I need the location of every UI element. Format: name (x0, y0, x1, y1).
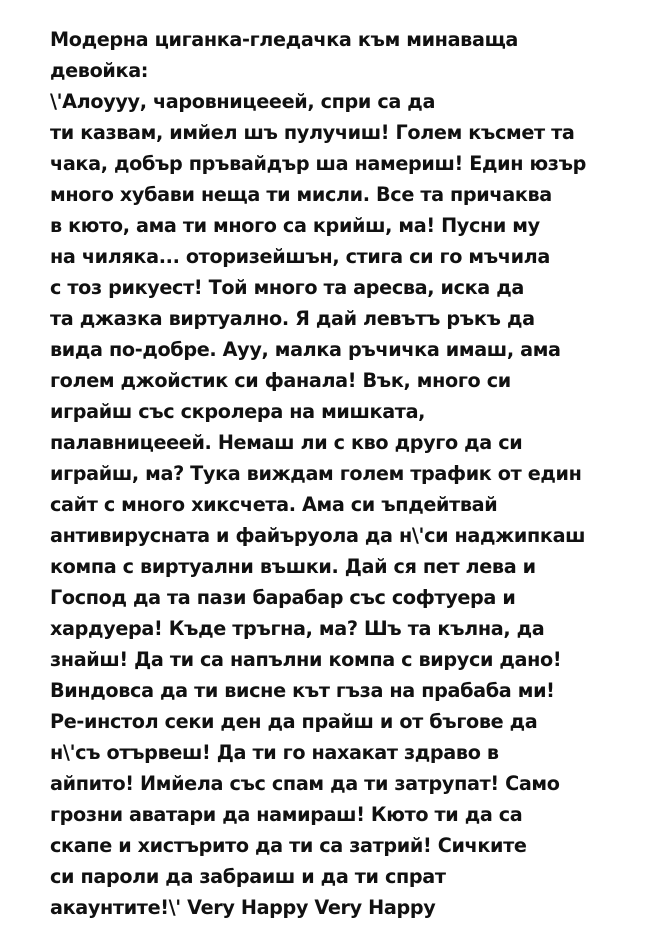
text-line: на чиляка... оторизейшън, стига си го мъчила (50, 245, 550, 268)
text-line: акаунтите!\' Very Happy Very Happy (50, 896, 436, 919)
text-line: си пароли да забраиш и да ти спрат (50, 865, 446, 888)
text-line: знайш! Да ти са напълни компа с вируси дано! (50, 648, 562, 671)
text-line: в кюто, ама ти много са крийш, ма! Пусни му (50, 214, 540, 237)
text-line: палавницееей. Немаш ли с кво друго да си (50, 431, 523, 454)
text-line: Виндовса да ти висне кът гъза на прабаба ми! (50, 679, 555, 702)
text-line: играйш със скролера на мишката, (50, 400, 426, 423)
text-line: хардуера! Къде тръгна, ма? Шъ та кълна, да (50, 617, 545, 640)
text-line: та джазка виртуално. Я дай левътъ ръкъ да (50, 307, 535, 330)
text-line: сайт с много хиксчета. Ама си ъпдейтвай (50, 493, 498, 516)
text-line: играйш, ма? Тука виждам голем трафик от един (50, 462, 582, 485)
text-line: с тоз рикуест! Той много та аресва, иска да (50, 276, 524, 299)
joke-text-block (50, 24, 630, 923)
text-line: ти казвам, имйел шъ пулучиш! Голем късмет та (50, 121, 575, 144)
text-line: грозни аватари да намираш! Кюто ти да са (50, 803, 523, 826)
text-line: Модерна циганка-гледачка към минаваща (50, 28, 519, 51)
text-line: антивирусната и файъруола да н\'си наджипкаш (50, 524, 586, 547)
text-line: Ре-инстол секи ден да прайш и от бъгове да (50, 710, 538, 733)
text-line: н\'съ отървеш! Да ти го нахакат здраво в (50, 741, 499, 764)
text-line: скапе и хистърито да ти са затрий! Сичките (50, 834, 527, 857)
text-line: чака, добър пръвайдър ша намериш! Един юзър (50, 152, 587, 175)
text-line: много хубави неща ти мисли. Все та причаква (50, 183, 552, 206)
text-line: \'Алоууу, чаровницееей, спри са да (50, 90, 436, 113)
text-line: компа с виртуални въшки. Дай ся пет лева и (50, 555, 536, 578)
text-line: девойка: (50, 59, 149, 82)
text-line: Господ да та пази барабар със софтуера и (50, 586, 516, 609)
text-line: голем джойстик си фанала! Вък, много си (50, 369, 511, 392)
text-line: айпито! Имйела със спам да ти затрупат! Само (50, 772, 560, 795)
text-line: вида по-добре. Ауу, малка ръчичка имаш, ама (50, 338, 561, 361)
